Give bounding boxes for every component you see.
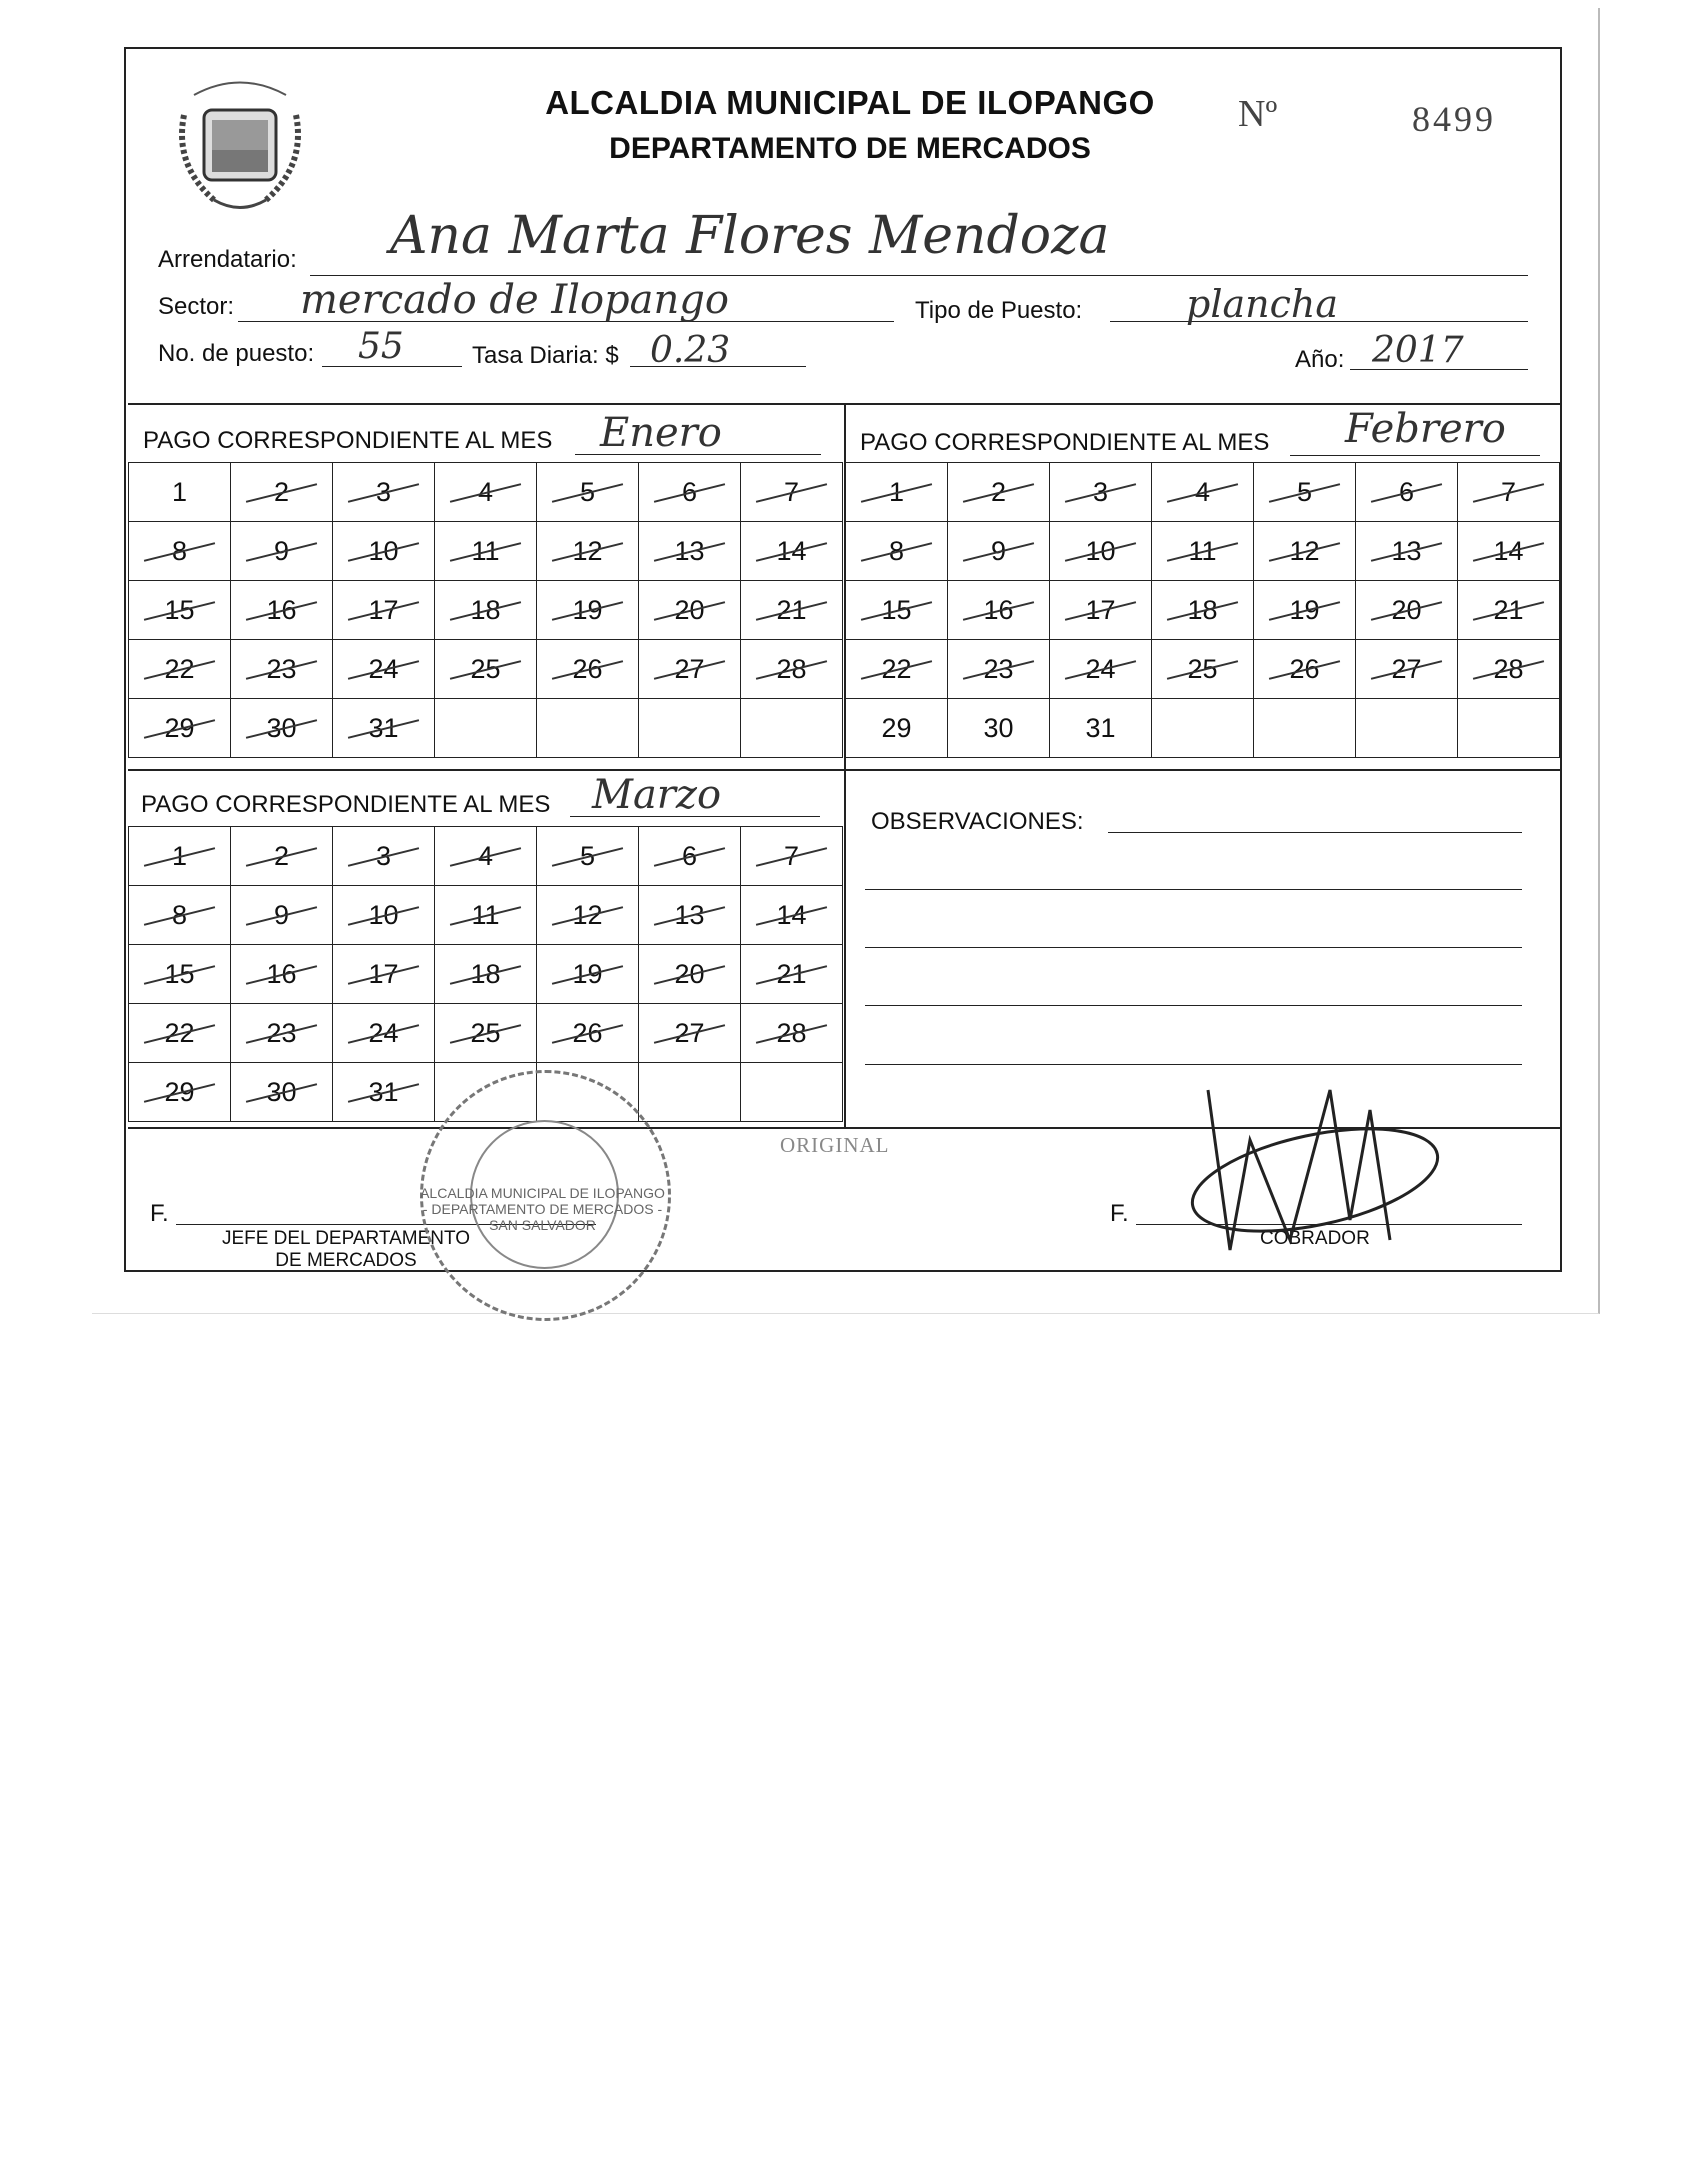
day-cell bbox=[537, 886, 639, 945]
day-number: 22 bbox=[164, 1017, 195, 1048]
day-cell bbox=[639, 699, 741, 758]
day-cell bbox=[639, 1004, 741, 1063]
day-cell bbox=[948, 522, 1050, 581]
day-cell bbox=[1254, 640, 1356, 699]
day-number: 8 bbox=[888, 535, 905, 566]
month-name: Marzo bbox=[592, 772, 722, 818]
day-number: 3 bbox=[375, 840, 392, 871]
day-number: 8 bbox=[171, 899, 188, 930]
day-number: 3 bbox=[375, 476, 392, 507]
day-cell bbox=[435, 522, 537, 581]
day-number: 26 bbox=[1289, 653, 1320, 684]
day-cell bbox=[1254, 463, 1356, 522]
day-number: 24 bbox=[368, 653, 399, 684]
day-cell bbox=[537, 522, 639, 581]
month-header-label: PAGO CORRESPONDIENTE AL MES bbox=[860, 429, 1270, 456]
day-number: 6 bbox=[1398, 476, 1415, 507]
day-number: 31 bbox=[368, 1076, 399, 1107]
day-number: 2 bbox=[990, 476, 1007, 507]
day-cell bbox=[129, 827, 231, 886]
day-number: 23 bbox=[266, 653, 297, 684]
day-cell bbox=[1254, 522, 1356, 581]
day-cell bbox=[948, 463, 1050, 522]
day-number: 17 bbox=[1085, 594, 1116, 625]
day-number: 12 bbox=[572, 535, 603, 566]
day-cell bbox=[435, 463, 537, 522]
day-number: 18 bbox=[470, 594, 501, 625]
day-number: 17 bbox=[368, 958, 399, 989]
day-number: 14 bbox=[776, 899, 807, 930]
day-cell bbox=[231, 699, 333, 758]
day-number: 26 bbox=[572, 653, 603, 684]
month-header-label: PAGO CORRESPONDIENTE AL MES bbox=[143, 427, 553, 454]
day-cell bbox=[435, 699, 537, 758]
day-cell bbox=[1458, 699, 1560, 758]
day-cell bbox=[741, 522, 843, 581]
day-cell bbox=[129, 463, 231, 522]
day-cell bbox=[639, 463, 741, 522]
day-cell bbox=[129, 945, 231, 1004]
day-number: 19 bbox=[572, 958, 603, 989]
day-cell bbox=[639, 827, 741, 886]
day-cell bbox=[435, 945, 537, 1004]
day-cell bbox=[1356, 699, 1458, 758]
day-number: 1 bbox=[888, 476, 905, 507]
month-grid bbox=[128, 826, 843, 1122]
day-cell bbox=[129, 581, 231, 640]
day-cell bbox=[1152, 581, 1254, 640]
day-cell bbox=[333, 1004, 435, 1063]
day-cell bbox=[639, 640, 741, 699]
day-cell bbox=[1356, 640, 1458, 699]
firma-left-label: F. bbox=[150, 1200, 169, 1227]
day-cell bbox=[435, 886, 537, 945]
week-row bbox=[129, 886, 843, 945]
month-name: Enero bbox=[600, 410, 722, 456]
day-number: 15 bbox=[164, 958, 195, 989]
jefe-line1: JEFE DEL DEPARTAMENTO bbox=[221, 1228, 471, 1249]
day-number: 7 bbox=[783, 840, 800, 871]
observaciones-line bbox=[865, 889, 1522, 890]
day-number: 27 bbox=[674, 1017, 705, 1048]
observaciones-line bbox=[1108, 832, 1522, 833]
day-number: 14 bbox=[1493, 535, 1524, 566]
day-number: 29 bbox=[164, 1076, 195, 1107]
day-cell bbox=[231, 463, 333, 522]
day-cell bbox=[129, 522, 231, 581]
day-cell bbox=[333, 463, 435, 522]
day-cell bbox=[741, 640, 843, 699]
puesto-value: 55 bbox=[358, 326, 404, 367]
month-header-label: PAGO CORRESPONDIENTE AL MES bbox=[141, 791, 551, 818]
page-subtitle: DEPARTAMENTO DE MERCADOS bbox=[609, 132, 1091, 165]
month-grid bbox=[845, 462, 1560, 758]
day-cell bbox=[537, 1004, 639, 1063]
day-number: 11 bbox=[471, 899, 500, 930]
day-cell bbox=[129, 640, 231, 699]
day-cell bbox=[1050, 640, 1152, 699]
day-cell bbox=[741, 1063, 843, 1122]
arrendatario-label: Arrendatario: bbox=[158, 246, 297, 273]
day-number: 4 bbox=[477, 840, 494, 871]
day-cell bbox=[537, 699, 639, 758]
day-number: 2 bbox=[273, 840, 290, 871]
day-number: 5 bbox=[579, 840, 596, 871]
municipal-seal-icon bbox=[174, 75, 306, 220]
day-cell bbox=[129, 1063, 231, 1122]
day-number: 1 bbox=[171, 840, 188, 871]
day-number: 16 bbox=[266, 594, 297, 625]
day-number: 30 bbox=[266, 712, 297, 743]
day-number: 6 bbox=[681, 840, 698, 871]
day-number: 27 bbox=[1391, 653, 1422, 684]
day-number: 28 bbox=[776, 653, 807, 684]
week-row bbox=[129, 945, 843, 1004]
day-cell bbox=[639, 1063, 741, 1122]
day-number: 26 bbox=[572, 1017, 603, 1048]
day-number: 5 bbox=[1296, 476, 1313, 507]
day-number: 23 bbox=[983, 653, 1014, 684]
day-cell bbox=[741, 581, 843, 640]
day-number: 13 bbox=[674, 535, 705, 566]
puesto-label: No. de puesto: bbox=[158, 340, 315, 367]
day-cell bbox=[1458, 463, 1560, 522]
day-cell bbox=[1152, 522, 1254, 581]
day-cell bbox=[639, 581, 741, 640]
day-cell bbox=[948, 581, 1050, 640]
day-number: 5 bbox=[579, 476, 596, 507]
receipt-number: 8499 bbox=[1412, 99, 1496, 139]
tasa-value: 0.23 bbox=[650, 330, 731, 371]
day-cell bbox=[537, 640, 639, 699]
day-cell bbox=[1050, 522, 1152, 581]
week-row bbox=[129, 827, 843, 886]
stamp-text: ALCALDIA MUNICIPAL DE ILOPANGO - DEPARTAMENTO DE MERCADOS - SAN SALVADOR bbox=[420, 1185, 665, 1233]
month-grid bbox=[128, 462, 843, 758]
arrendatario-line bbox=[310, 275, 1528, 276]
week-row bbox=[129, 463, 843, 522]
day-cell bbox=[333, 640, 435, 699]
day-cell bbox=[846, 640, 948, 699]
day-number: 19 bbox=[572, 594, 603, 625]
day-cell bbox=[129, 1004, 231, 1063]
anio-label: Año: bbox=[1295, 346, 1345, 373]
day-number: 31 bbox=[1085, 712, 1116, 743]
day-cell bbox=[231, 886, 333, 945]
day-number: 1 bbox=[171, 476, 188, 507]
day-cell bbox=[1050, 699, 1152, 758]
day-cell bbox=[333, 827, 435, 886]
tipo-puesto-value: plancha bbox=[1186, 282, 1339, 326]
day-cell bbox=[537, 463, 639, 522]
observaciones-line bbox=[865, 1064, 1522, 1065]
day-number: 21 bbox=[776, 594, 807, 625]
day-cell bbox=[846, 699, 948, 758]
tipo-puesto-label: Tipo de Puesto: bbox=[915, 297, 1083, 324]
day-number: 7 bbox=[1500, 476, 1517, 507]
day-cell bbox=[435, 1004, 537, 1063]
day-number: 11 bbox=[1188, 535, 1217, 566]
day-number: 15 bbox=[164, 594, 195, 625]
week-row bbox=[129, 581, 843, 640]
day-cell bbox=[741, 1004, 843, 1063]
day-cell bbox=[846, 522, 948, 581]
day-number: 21 bbox=[1493, 594, 1524, 625]
day-cell bbox=[231, 1063, 333, 1122]
day-cell bbox=[231, 640, 333, 699]
day-cell bbox=[537, 581, 639, 640]
month-header-line bbox=[1290, 455, 1540, 456]
day-number: 16 bbox=[983, 594, 1014, 625]
week-row bbox=[129, 522, 843, 581]
day-cell bbox=[1152, 463, 1254, 522]
day-cell bbox=[741, 827, 843, 886]
day-number: 29 bbox=[881, 712, 912, 743]
day-cell bbox=[333, 699, 435, 758]
day-number: 20 bbox=[1391, 594, 1422, 625]
day-number: 24 bbox=[368, 1017, 399, 1048]
anio-value: 2017 bbox=[1372, 330, 1464, 371]
day-number: 9 bbox=[273, 535, 290, 566]
day-cell bbox=[846, 581, 948, 640]
day-number: 30 bbox=[983, 712, 1014, 743]
day-cell bbox=[1152, 640, 1254, 699]
day-cell bbox=[333, 945, 435, 1004]
day-cell bbox=[1050, 581, 1152, 640]
day-cell bbox=[639, 522, 741, 581]
day-number: 21 bbox=[776, 958, 807, 989]
week-row bbox=[846, 522, 1560, 581]
day-cell bbox=[741, 945, 843, 1004]
day-cell bbox=[1356, 522, 1458, 581]
day-number: 9 bbox=[273, 899, 290, 930]
day-number: 6 bbox=[681, 476, 698, 507]
day-number: 19 bbox=[1289, 594, 1320, 625]
day-number: 10 bbox=[368, 535, 399, 566]
day-cell bbox=[333, 886, 435, 945]
cobrador-signature bbox=[1190, 1070, 1460, 1260]
arrendatario-value: Ana Marta Flores Mendoza bbox=[390, 206, 1110, 266]
month-name: Febrero bbox=[1345, 406, 1506, 452]
day-cell bbox=[741, 699, 843, 758]
tasa-label: Tasa Diaria: $ bbox=[472, 342, 619, 369]
day-number: 17 bbox=[368, 594, 399, 625]
day-number: 4 bbox=[477, 476, 494, 507]
day-number: 27 bbox=[674, 653, 705, 684]
sector-value: mercado de Ilopango bbox=[300, 277, 729, 323]
original-label: ORIGINAL bbox=[780, 1133, 890, 1157]
day-cell bbox=[231, 1004, 333, 1063]
day-number: 25 bbox=[470, 1017, 501, 1048]
day-cell bbox=[741, 886, 843, 945]
day-number: 22 bbox=[164, 653, 195, 684]
firma-right-label: F. bbox=[1110, 1200, 1129, 1227]
week-row bbox=[129, 640, 843, 699]
week-row bbox=[846, 581, 1560, 640]
week-row bbox=[846, 640, 1560, 699]
day-number: 31 bbox=[368, 712, 399, 743]
day-cell bbox=[129, 699, 231, 758]
day-number: 23 bbox=[266, 1017, 297, 1048]
day-cell bbox=[231, 827, 333, 886]
day-cell bbox=[231, 522, 333, 581]
day-number: 16 bbox=[266, 958, 297, 989]
week-row bbox=[846, 463, 1560, 522]
day-cell bbox=[846, 463, 948, 522]
day-number: 28 bbox=[776, 1017, 807, 1048]
day-number: 4 bbox=[1194, 476, 1211, 507]
day-cell bbox=[639, 886, 741, 945]
week-row bbox=[129, 1004, 843, 1063]
day-cell bbox=[435, 827, 537, 886]
day-number: 13 bbox=[674, 899, 705, 930]
day-cell bbox=[129, 886, 231, 945]
day-cell bbox=[333, 581, 435, 640]
cobrador-label: COBRADOR bbox=[1260, 1228, 1370, 1249]
day-number: 7 bbox=[783, 476, 800, 507]
day-number: 3 bbox=[1092, 476, 1109, 507]
day-number: 15 bbox=[881, 594, 912, 625]
day-number: 25 bbox=[470, 653, 501, 684]
day-cell bbox=[1254, 699, 1356, 758]
day-cell bbox=[537, 945, 639, 1004]
observaciones-line bbox=[865, 947, 1522, 948]
day-number: 18 bbox=[470, 958, 501, 989]
receipt-number-label: Nº bbox=[1238, 93, 1278, 135]
day-cell bbox=[948, 699, 1050, 758]
day-number: 10 bbox=[1085, 535, 1116, 566]
jefe-line2: DE MERCADOS bbox=[275, 1250, 417, 1271]
day-cell bbox=[639, 945, 741, 1004]
day-number: 11 bbox=[471, 535, 500, 566]
day-cell bbox=[537, 827, 639, 886]
day-cell bbox=[1356, 463, 1458, 522]
observaciones-line bbox=[865, 1005, 1522, 1006]
day-cell bbox=[1458, 581, 1560, 640]
day-number: 12 bbox=[572, 899, 603, 930]
day-number: 2 bbox=[273, 476, 290, 507]
page-title: ALCALDIA MUNICIPAL DE ILOPANGO bbox=[545, 84, 1155, 121]
day-number: 28 bbox=[1493, 653, 1524, 684]
day-number: 10 bbox=[368, 899, 399, 930]
day-cell bbox=[333, 1063, 435, 1122]
week-row bbox=[846, 699, 1560, 758]
day-number: 14 bbox=[776, 535, 807, 566]
day-cell bbox=[1050, 463, 1152, 522]
day-cell bbox=[231, 945, 333, 1004]
day-cell bbox=[948, 640, 1050, 699]
day-number: 20 bbox=[674, 958, 705, 989]
day-number: 30 bbox=[266, 1076, 297, 1107]
day-cell bbox=[333, 522, 435, 581]
day-number: 22 bbox=[881, 653, 912, 684]
day-number: 25 bbox=[1187, 653, 1218, 684]
day-number: 8 bbox=[171, 535, 188, 566]
day-cell bbox=[435, 581, 537, 640]
day-cell bbox=[435, 640, 537, 699]
day-cell bbox=[741, 463, 843, 522]
day-number: 20 bbox=[674, 594, 705, 625]
day-number: 12 bbox=[1289, 535, 1320, 566]
day-cell bbox=[231, 581, 333, 640]
observaciones-label: OBSERVACIONES: bbox=[871, 808, 1084, 835]
section-divider bbox=[128, 769, 1560, 771]
day-cell bbox=[1458, 522, 1560, 581]
week-row bbox=[129, 699, 843, 758]
day-cell bbox=[1254, 581, 1356, 640]
day-number: 13 bbox=[1391, 535, 1422, 566]
day-number: 18 bbox=[1187, 594, 1218, 625]
day-cell bbox=[1356, 581, 1458, 640]
day-cell bbox=[1152, 699, 1254, 758]
day-cell bbox=[1458, 640, 1560, 699]
day-number: 29 bbox=[164, 712, 195, 743]
sector-label: Sector: bbox=[158, 293, 235, 320]
day-number: 9 bbox=[990, 535, 1007, 566]
day-number: 24 bbox=[1085, 653, 1116, 684]
